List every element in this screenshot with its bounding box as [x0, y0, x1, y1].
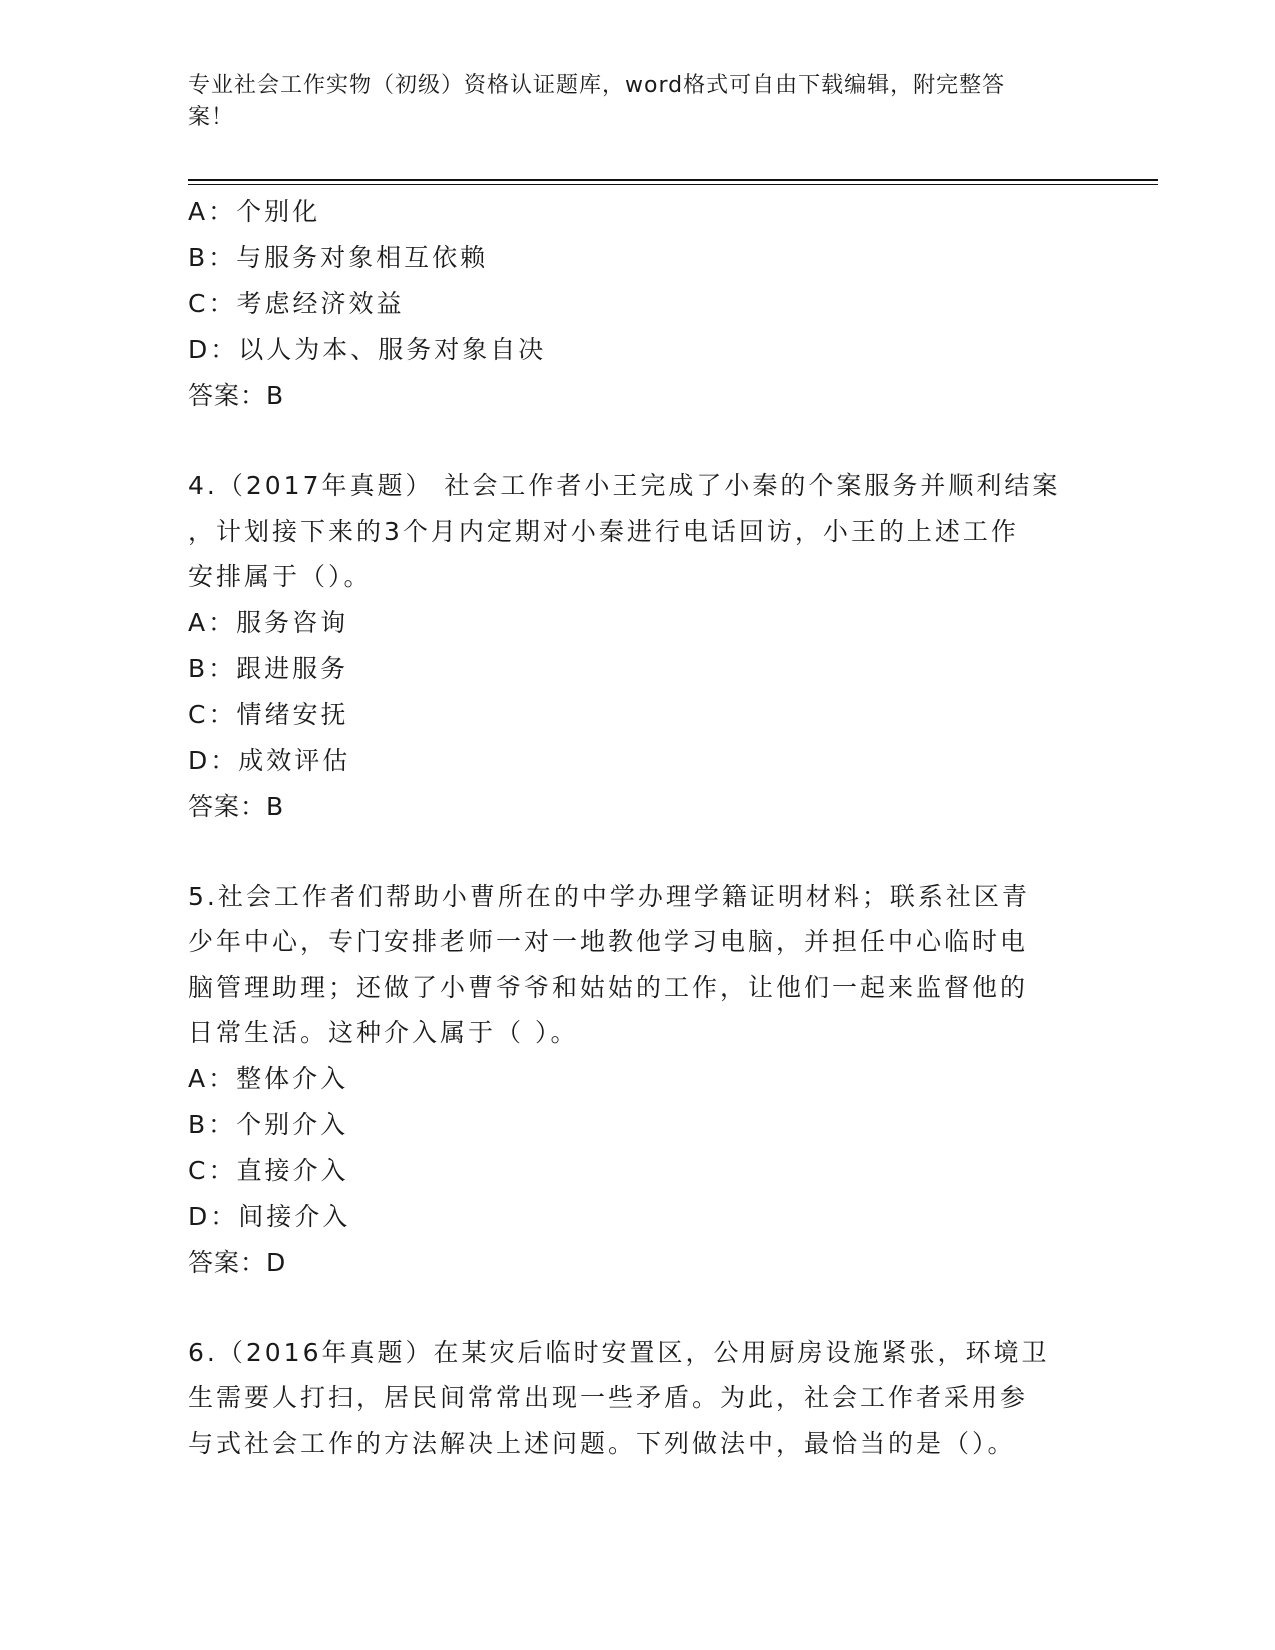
- question-text-line: 4.（2017年真题） 社会工作者小王完成了小秦的个案服务并顺利结案: [188, 471, 1061, 500]
- option-b: B：个别介入: [188, 1109, 349, 1139]
- question-3-fragment: [188, 189, 1088, 419]
- option-b: B：跟进服务: [188, 653, 349, 683]
- option-c: C：考虑经济效益: [188, 289, 405, 318]
- question-text-line: 6.（2016年真题）在某灾后临时安置区，公用厨房设施紧张，环境卫: [188, 1337, 1050, 1367]
- question-list: [188, 189, 1088, 1466]
- header-divider-thick: [188, 179, 1158, 181]
- option-d: D：间接介入: [188, 1201, 351, 1231]
- question-text-line: 与式社会工作的方法解决上述问题。下列做法中，最恰当的是（）。: [188, 1428, 1016, 1458]
- question-5: [188, 874, 1088, 1286]
- document-header: [188, 70, 1068, 134]
- question-text: [188, 463, 1088, 600]
- question-text-line: 日常生活。这种介入属于（ ）。: [188, 1018, 579, 1047]
- question-text: [188, 1330, 1088, 1467]
- question-text-line: 少年中心，专门安排老师一对一地教他学习电脑，并担任中心临时电: [188, 927, 1029, 956]
- question-text-line: 生需要人打扫，居民间常常出现一些矛盾。为此，社会工作者采用参: [188, 1383, 1029, 1412]
- question-text-line: 安排属于（）。: [188, 562, 372, 591]
- header-line-2: 案！: [188, 105, 235, 130]
- option-b: B：与服务对象相互依赖: [188, 243, 489, 272]
- question-text-line: 脑管理助理；还做了小曹爷爷和姑姑的工作，让他们一起来监督他的: [188, 972, 1029, 1002]
- answer: 答案：D: [188, 1247, 287, 1277]
- option-a: A：个别化: [188, 197, 321, 226]
- option-d: D：成效评估: [188, 745, 351, 775]
- option-a: A：整体介入: [188, 1063, 349, 1093]
- option-c: C：直接介入: [188, 1155, 349, 1185]
- option-c: C：情绪安抚: [188, 699, 349, 729]
- question-text: [188, 874, 1088, 1056]
- question-4: [188, 463, 1088, 830]
- spacer: [188, 830, 1088, 874]
- spacer: [188, 1286, 1088, 1330]
- question-6: [188, 1330, 1088, 1467]
- option-a: A：服务咨询: [188, 607, 349, 637]
- header-line-1: 专业社会工作实物（初级）资格认证题库，word格式可自由下载编辑，附完整答: [188, 73, 1006, 98]
- header-divider-thin: [188, 184, 1158, 185]
- question-text-line: ，计划接下来的3个月内定期对小秦进行电话回访，小王的上述工作: [188, 516, 1019, 546]
- answer: 答案：B: [188, 381, 285, 410]
- question-text-line: 5.社会工作者们帮助小曹所在的中学办理学籍证明材料；联系社区青: [188, 881, 1030, 911]
- answer: 答案：B: [188, 791, 285, 821]
- option-d: D：以人为本、服务对象自决: [188, 335, 547, 364]
- spacer: [188, 419, 1088, 463]
